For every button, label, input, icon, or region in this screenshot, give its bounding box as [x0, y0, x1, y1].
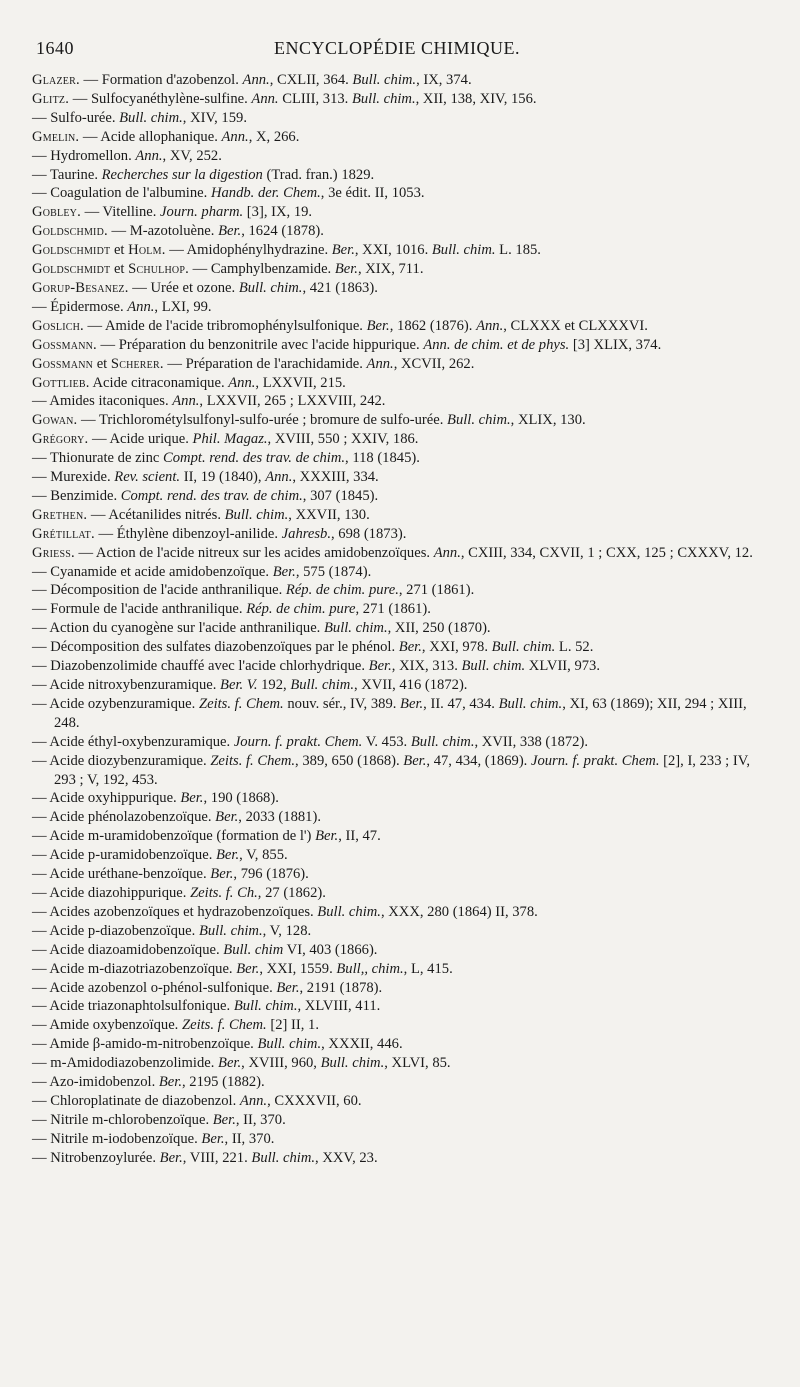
journal-title: Jahresb. — [281, 525, 331, 542]
entry-text: Acide citraconamique. — [89, 374, 229, 391]
journal-title: Ann. — [221, 128, 249, 145]
bibliography-entry — [32, 638, 762, 657]
journal-title: Bull. chim. — [119, 109, 183, 126]
entry-text: , LXXVII, 215. — [255, 374, 346, 391]
author-name: Griess. — [32, 544, 75, 561]
journal-title: Phil. Magaz. — [192, 431, 268, 448]
journal-title: Ber. — [368, 658, 392, 675]
journal-title: Journ. pharm. — [160, 204, 244, 221]
journal-title: Ber. — [331, 242, 355, 259]
bibliography-entry — [32, 109, 762, 128]
journal-title: Bull. chim. — [238, 279, 303, 296]
journal-title: Bull. chim. — [410, 733, 475, 750]
bibliography-entry — [32, 865, 762, 884]
bibliography-entry — [32, 184, 762, 203]
entry-text: , XLIX, 130. — [510, 412, 586, 429]
entry-text: , XI, 63 (1869); XII, 294 ; XIII, 248. — [54, 695, 747, 731]
entry-text: — Acide azobenzol o-phénol-sulfonique. — [32, 979, 277, 996]
author-name: Goldschmidt — [32, 242, 111, 259]
entry-text: — Amidophénylhydrazine. — [165, 242, 332, 259]
entry-text: et — [110, 261, 129, 278]
entry-text: L. 185. — [495, 242, 541, 259]
entry-text: — Acide diozybenzuramique. — [32, 752, 211, 769]
entry-text: , 271 (1861). — [355, 601, 431, 618]
entry-text: , VIII, 221. — [182, 1149, 252, 1166]
bibliography-entry — [32, 128, 762, 147]
journal-title: Ann. — [127, 298, 155, 315]
entry-text: , XIV, 159. — [182, 109, 247, 126]
author-name: Scherer. — [110, 355, 164, 372]
bibliography-entry — [32, 903, 762, 922]
entry-text: — Acide p-uramidobenzoïque. — [32, 847, 216, 864]
entry-text: XLVII, 973. — [525, 658, 600, 675]
entry-text: — Acide urique. — [88, 431, 193, 448]
entry-text: — Benzimide. — [32, 487, 121, 504]
journal-title: Journ. f. prakt. Chem. — [233, 733, 363, 750]
bibliography-entry — [32, 695, 762, 733]
journal-title: Bull. chim. — [447, 412, 511, 429]
entry-text: (Trad. fran.) 1829. — [262, 166, 375, 183]
entry-text: — Vitelline. — [80, 204, 161, 221]
bibliography-entry — [32, 789, 762, 808]
journal-title: Bull. chim. — [257, 1036, 322, 1053]
journal-title: Zeits. f. Ch. — [190, 884, 258, 901]
page-number: 1640 — [36, 38, 74, 58]
journal-title: Bull. chim. — [491, 639, 556, 656]
entry-text: , 3e édit. II, 1053. — [320, 185, 425, 202]
bibliography-entry — [32, 411, 762, 430]
author-name: Schulhop. — [128, 261, 189, 278]
bibliography-entry — [32, 581, 762, 600]
entry-text: [3], IX, 19. — [243, 204, 313, 221]
bibliography-entry — [32, 1035, 762, 1054]
bibliography-entry — [32, 166, 762, 185]
entry-text: — Trichlorométylsulfonyl-sulfo-urée ; bromure de sulfo-urée. — [77, 412, 448, 429]
bibliography-entry — [32, 222, 762, 241]
journal-title: Ann. — [366, 355, 394, 372]
journal-title: Journ. f. prakt. Chem. — [530, 752, 660, 769]
entry-text: — Acétanilides nitrés. — [87, 506, 225, 523]
author-name: Goldschmid. — [32, 223, 108, 240]
entry-text: , IX, 374. — [416, 72, 472, 88]
entry-text: — Sulfo-urée. — [32, 109, 120, 126]
journal-title: Zeits. f. Chem. — [198, 695, 284, 712]
entry-text: , 575 (1874). — [295, 563, 372, 580]
entry-text: , LXI, 99. — [154, 298, 212, 315]
journal-title: Ber. — [158, 1074, 182, 1091]
entry-text: — Amide de l'acide tribromophénylsulfonique. — [83, 317, 367, 334]
bibliography-entry — [32, 279, 762, 298]
entry-text: , II. 47, 434. — [423, 695, 499, 712]
journal-title: Bull. chim. — [224, 506, 289, 523]
entry-text: — Épidermose. — [32, 298, 128, 315]
author-name: Grethen. — [32, 506, 88, 523]
entry-text: — Nitrile m-chlorobenzoïque. — [32, 1111, 213, 1128]
running-title: ENCYCLOPÉDIE CHIMIQUE. — [274, 38, 520, 58]
entry-text: — Sulfocyanéthylène-sulfine. — [69, 90, 252, 107]
journal-title: Bull. chim. — [498, 695, 563, 712]
journal-title: Ber. — [334, 261, 358, 278]
entry-text: — Acide nitroxybenzuramique. — [32, 677, 221, 693]
journal-title: Ber. — [276, 979, 300, 996]
entry-text: , 421 (1863). — [302, 279, 378, 296]
entry-text: , XIX, 313. — [391, 658, 462, 675]
entry-text: , CXLII, 364. — [269, 72, 353, 88]
entry-text: , XVII, 338 (1872). — [474, 733, 588, 750]
entry-text: , 190 (1868). — [203, 790, 279, 807]
entry-text: CLIII, 313. — [278, 90, 352, 107]
journal-title: Bull. chim. — [431, 242, 496, 259]
journal-title: Zeits. f. Chem. — [181, 1017, 267, 1034]
bibliography-entry — [32, 147, 762, 166]
entry-text: — Acide oxyhippurique. — [32, 790, 181, 807]
journal-title: Ann. — [228, 374, 256, 391]
entry-text: — Acide m-uramidobenzoïque (formation de l') — [32, 828, 316, 845]
entry-text: — Chloroplatinate de diazobenzol. — [32, 1092, 240, 1109]
bibliography-entry — [32, 544, 762, 563]
entry-text: , CLXXX et CLXXXVI. — [503, 317, 648, 334]
author-name: Gobley. — [32, 204, 81, 221]
entry-text: , XXV, 23. — [315, 1149, 378, 1166]
entry-text: , II, 370. — [235, 1111, 286, 1128]
journal-title: Rép. de chim. pure. — [285, 582, 399, 599]
bibliography-entry — [32, 827, 762, 846]
bibliography-entry — [32, 960, 762, 979]
bibliography-entry — [32, 563, 762, 582]
entry-text: , 1624 (1878). — [241, 223, 324, 240]
entry-text: , 389, 650 (1868). — [295, 752, 404, 769]
entry-text: — Nitrile m-iodobenzoïque. — [32, 1130, 202, 1147]
entry-text: — Formation d'azobenzol. — [79, 72, 243, 88]
entry-text: , XCVII, 262. — [393, 355, 475, 372]
bibliography-entry — [32, 260, 762, 279]
entry-text: [2] II, 1. — [266, 1017, 319, 1034]
entry-text: — Urée et ozone. — [128, 279, 239, 296]
journal-title: Bull. chim. — [317, 903, 381, 920]
author-name: Gossmann — [32, 355, 94, 372]
bibliography-entry — [32, 941, 762, 960]
bibliography-entry — [32, 846, 762, 865]
author-name: Gmelin. — [32, 128, 80, 145]
author-name: Glitz. — [32, 90, 70, 107]
entry-text: — Coagulation de l'albumine. — [32, 185, 211, 202]
journal-title: Ber. — [180, 790, 204, 807]
journal-title: Compt. rend. des trav. de chim. — [120, 487, 303, 504]
bibliography-entry — [32, 525, 762, 544]
entry-text: VI, 403 (1866). — [283, 941, 378, 958]
entry-text: — Acide ozybenzuramique. — [32, 695, 199, 712]
entry-text: — Acide diazoamidobenzoïque. — [32, 941, 224, 958]
entry-text: , X, 266. — [248, 128, 300, 145]
entry-text: , XLVI, 85. — [384, 1055, 451, 1072]
entry-text: , XXI, 978. — [421, 639, 492, 656]
author-name: Grétillat. — [32, 525, 95, 542]
entry-text: — Nitrobenzoylurée. — [32, 1149, 160, 1166]
journal-title: Ann. — [433, 544, 461, 561]
author-name: Holm. — [128, 242, 166, 259]
entry-text: , XLVIII, 411. — [297, 998, 381, 1015]
journal-title: Bull. chim. — [320, 1055, 385, 1072]
journal-title: Ber. V. — [220, 677, 258, 693]
journal-title: Ann. — [476, 317, 504, 334]
entry-text: 192, — [257, 677, 291, 693]
journal-title: Ber. — [201, 1130, 225, 1147]
journal-title: Bull,, chim. — [336, 960, 404, 977]
journal-title: Handb. der. Chem. — [210, 185, 321, 202]
journal-title: Recherches sur la digestion — [101, 166, 263, 183]
entry-text: — M-azotoluène. — [107, 223, 219, 240]
journal-title: Zeits. f. Chem. — [210, 752, 296, 769]
journal-title: Ber. — [210, 866, 234, 883]
bibliography-entry — [32, 355, 762, 374]
entry-text: — Amide oxybenzoïque. — [32, 1017, 182, 1034]
journal-title: Ber. — [272, 563, 296, 580]
journal-title: Ber. — [159, 1149, 183, 1166]
entry-text: , XIX, 711. — [357, 261, 424, 278]
journal-title: Bull. chim. — [351, 90, 416, 107]
entry-text: , XXX, 280 (1864) II, 378. — [380, 903, 538, 920]
journal-title: Rép. de chim. pure — [246, 601, 356, 618]
journal-title: Ann. — [172, 393, 200, 410]
entry-text: , XV, 252. — [162, 147, 222, 164]
journal-title: Bull. chim — [223, 941, 284, 958]
bibliography-entry — [32, 298, 762, 317]
bibliography-entry — [32, 600, 762, 619]
journal-title: Ann. — [251, 90, 279, 107]
bibliography-entry — [32, 1149, 762, 1168]
entry-text: — Amide β-amido-m-nitrobenzoïque. — [32, 1036, 258, 1053]
author-name: Gossmann. — [32, 336, 97, 353]
bibliography-entry — [32, 90, 762, 109]
author-name: Gorup-Besanez. — [32, 279, 129, 296]
author-name: Goslich. — [32, 317, 84, 334]
entry-text: [3] XLIX, 374. — [569, 336, 662, 353]
entry-text: — Diazobenzolimide chauffé avec l'acide chlorhydrique. — [32, 658, 369, 675]
journal-title: Ber. — [236, 960, 260, 977]
journal-title: Ber. — [403, 752, 427, 769]
bibliography-entry — [32, 752, 762, 790]
bibliography-entry — [32, 997, 762, 1016]
entry-text: — Formule de l'acide anthranilique. — [32, 601, 247, 618]
entry-text: — m-Amidodiazobenzolimide. — [32, 1055, 219, 1072]
journal-title: Ber. — [212, 1111, 236, 1128]
entry-text: , XII, 250 (1870). — [387, 620, 491, 637]
entry-text: , 27 (1862). — [257, 884, 326, 901]
journal-title: Ber. — [315, 828, 339, 845]
journal-title: Ber. — [216, 847, 240, 864]
entry-text: — Acides azobenzoïques et hydrazobenzoïques. — [32, 903, 318, 920]
journal-title: Ann. — [242, 72, 270, 88]
entry-text: L. 52. — [555, 639, 594, 656]
author-name: Grégory. — [32, 431, 89, 448]
journal-title: Ber. — [218, 223, 242, 240]
journal-title: Bull. chim. — [461, 658, 526, 675]
entry-text: , 796 (1876). — [233, 866, 309, 883]
bibliography-entry — [32, 884, 762, 903]
entry-text: , 47, 434, (1869). — [426, 752, 531, 769]
entry-text: , II, 47. — [338, 828, 381, 845]
entry-text: , 2033 (1881). — [238, 809, 321, 826]
journal-title: Bull. chim. — [323, 620, 388, 637]
bibliography-entry — [32, 506, 762, 525]
journal-title: Bull. chim. — [251, 1149, 316, 1166]
journal-title: Ann. — [239, 1092, 268, 1109]
entry-text: — Hydromellon. — [32, 147, 136, 164]
journal-title: Ber. — [366, 317, 390, 334]
journal-title: Ber. — [400, 695, 424, 712]
entry-text: , 271 (1861). — [398, 582, 475, 599]
bibliography-entry — [32, 1092, 762, 1111]
entry-text: , 2195 (1882). — [181, 1074, 265, 1091]
entry-text: , 1862 (1876). — [389, 317, 477, 334]
entry-text: et — [110, 242, 129, 259]
journal-title: Ann. — [135, 147, 163, 164]
author-name: Gottlieb. — [32, 374, 90, 391]
entry-text: — Azo-imidobenzol. — [32, 1074, 159, 1091]
entry-text: , XXI, 1559. — [259, 960, 337, 977]
journal-title: Ber. — [218, 1055, 242, 1072]
author-name: Gowan. — [32, 412, 78, 429]
bibliography-entry — [32, 619, 762, 638]
bibliography-entry — [32, 71, 762, 90]
entry-text: — Éthylène dibenzoyl-anilide. — [94, 525, 282, 542]
entry-text: , L, 415. — [403, 960, 453, 977]
entry-text: , 698 (1873). — [330, 525, 407, 542]
entry-text: , 118 (1845). — [345, 450, 420, 467]
bibliography-entry — [32, 808, 762, 827]
entry-text: II, 19 (1840), — [180, 469, 266, 486]
entry-text: — Décomposition des sulfates diazobenzoïques par le phénol. — [32, 639, 399, 656]
entry-text: — Acide éthyl-oxybenzuramique. — [32, 733, 234, 750]
bibliography-entry — [32, 1054, 762, 1073]
journal-title: Bull. chim. — [352, 72, 417, 88]
entry-text: — Murexide. — [32, 469, 115, 486]
bibliography-list — [32, 71, 762, 1168]
journal-title: Bull. chim. — [233, 998, 298, 1015]
bibliography-entry — [32, 733, 762, 752]
entry-text: , XVIII, 960, — [241, 1055, 321, 1072]
entry-text: , XXXII, 446. — [321, 1036, 403, 1053]
entry-text: , XII, 138, XIV, 156. — [415, 90, 537, 107]
entry-text: et — [93, 355, 111, 372]
journal-title: Bull. chim. — [198, 922, 263, 939]
entry-text: , XXXIII, 334. — [292, 469, 379, 486]
entry-text: , XXVII, 130. — [288, 506, 370, 523]
entry-text: — Acide phénolazobenzoïque. — [32, 809, 216, 826]
entry-text: — Action du cyanogène sur l'acide anthranilique. — [32, 620, 324, 637]
journal-title: Ann. — [265, 469, 293, 486]
entry-text: — Décomposition de l'acide anthranilique. — [32, 582, 286, 599]
entry-text: nouv. sér., IV, 389. — [283, 695, 401, 712]
entry-text: — Acide diazohippurique. — [32, 884, 191, 901]
entry-text: , CXXXVII, 60. — [267, 1092, 362, 1109]
bibliography-entry — [32, 449, 762, 468]
entry-text: , 307 (1845). — [302, 487, 379, 504]
entry-text: — Camphylbenzamide. — [188, 261, 335, 278]
bibliography-entry — [32, 374, 762, 393]
entry-text: — Préparation de l'arachidamide. — [163, 355, 367, 372]
bibliography-entry — [32, 1111, 762, 1130]
bibliography-entry — [32, 392, 762, 411]
bibliography-entry — [32, 922, 762, 941]
entry-text: [2], I, 233 ; IV, 293 ; V, 192, 453. — [54, 752, 751, 788]
journal-title: Rev. scient. — [114, 469, 181, 486]
entry-text: — Préparation du benzonitrile avec l'acide hippurique. — [96, 336, 424, 353]
author-name: Glazer. — [32, 72, 80, 88]
entry-text: , XVII, 416 (1872). — [353, 677, 468, 693]
entry-text: , II, 370. — [224, 1130, 275, 1147]
bibliography-entry — [32, 430, 762, 449]
journal-title: Ann. de chim. et de phys. — [423, 336, 570, 353]
entry-text: — Cyanamide et acide amidobenzoïque. — [32, 563, 273, 580]
entry-text: , XVIII, 550 ; XXIV, 186. — [267, 431, 419, 448]
bibliography-entry — [32, 336, 762, 355]
entry-text: , V, 855. — [239, 847, 288, 864]
entry-text: — Taurine. — [32, 166, 102, 183]
bibliography-entry — [32, 979, 762, 998]
journal-title: Ber. — [215, 809, 239, 826]
bibliography-entry — [32, 317, 762, 336]
entry-text: , 2191 (1878). — [299, 979, 383, 996]
entry-text: V. 453. — [362, 733, 411, 750]
bibliography-entry — [32, 1130, 762, 1149]
bibliography-entry — [32, 487, 762, 506]
journal-title: Bull. chim. — [290, 677, 354, 693]
entry-text: — Thionurate de zinc — [32, 450, 164, 467]
entry-text: , XXI, 1016. — [354, 242, 432, 259]
entry-text: , LXXVII, 265 ; LXXVIII, 242. — [199, 393, 386, 410]
bibliography-entry — [32, 241, 762, 260]
bibliography-entry — [32, 203, 762, 222]
entry-text: , V, 128. — [262, 922, 312, 939]
journal-title: Compt. rend. des trav. de chim. — [163, 450, 346, 467]
entry-text: — Acide uréthane-benzoïque. — [32, 866, 211, 883]
bibliography-entry — [32, 468, 762, 487]
entry-text: — Acide p-diazobenzoïque. — [32, 922, 199, 939]
entry-text: — Acide triazonaphtolsulfonique. — [32, 998, 234, 1015]
entry-text: — Action de l'acide nitreux sur les acides amidobenzoïques. — [74, 544, 434, 561]
entry-text: — Acide m-diazotriazobenzoïque. — [32, 960, 237, 977]
page-header — [32, 38, 762, 64]
bibliography-entry — [32, 1073, 762, 1092]
author-name: Goldschmidt — [32, 261, 111, 278]
entry-text: — Amides itaconiques. — [32, 393, 173, 410]
bibliography-entry — [32, 1016, 762, 1035]
bibliography-entry — [32, 676, 762, 695]
entry-text: — Acide allophanique. — [79, 128, 222, 145]
bibliography-entry — [32, 657, 762, 676]
journal-title: Ber. — [398, 639, 422, 656]
entry-text: , CXIII, 334, CXVII, 1 ; CXX, 125 ; CXXXV, 12. — [460, 544, 753, 561]
